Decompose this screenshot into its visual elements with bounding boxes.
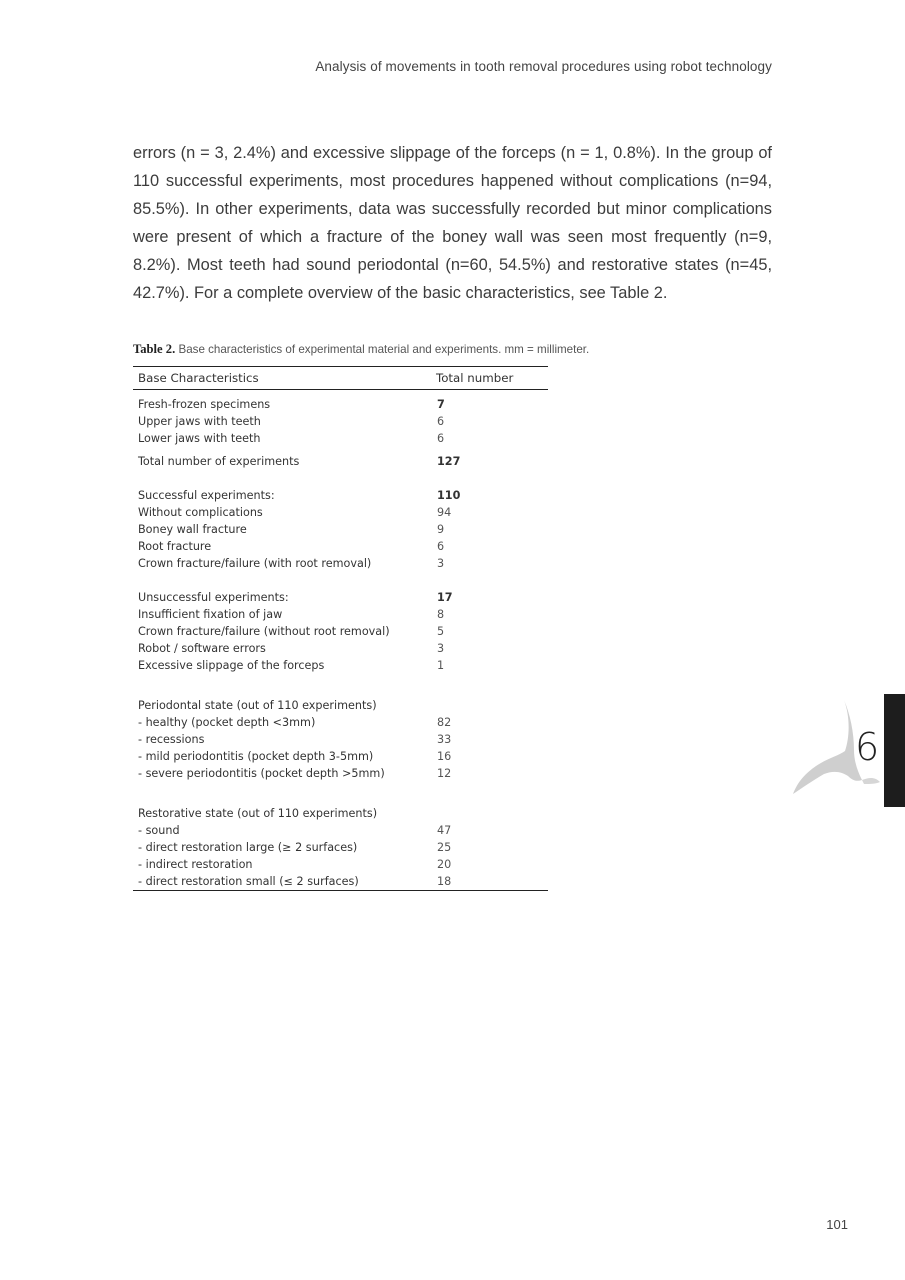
table-row bbox=[133, 782, 548, 822]
row-label: Successful experiments: bbox=[138, 489, 275, 502]
table-row bbox=[133, 748, 548, 765]
table-header-row bbox=[133, 367, 548, 390]
row-label: Fresh-frozen specimens bbox=[138, 398, 271, 411]
row-value: 110 bbox=[437, 489, 461, 502]
table-row bbox=[133, 606, 548, 623]
table-row bbox=[133, 674, 548, 714]
row-value: 9 bbox=[437, 523, 445, 536]
row-label: Total number of experiments bbox=[138, 455, 300, 468]
row-value: 16 bbox=[437, 750, 452, 763]
row-label: Root fracture bbox=[138, 540, 212, 553]
row-value: 12 bbox=[437, 767, 452, 780]
base-characteristics-table bbox=[133, 366, 548, 891]
table-row bbox=[133, 856, 548, 873]
column-header-total: Total number bbox=[431, 367, 548, 390]
row-value: 6 bbox=[437, 432, 445, 445]
row-value: 94 bbox=[437, 506, 452, 519]
row-label: - indirect restoration bbox=[138, 858, 253, 871]
row-label: Insufficient fixation of jaw bbox=[138, 608, 283, 621]
table-row bbox=[133, 822, 548, 839]
row-value: 1 bbox=[437, 659, 445, 672]
row-label: - severe periodontitis (pocket depth >5mm) bbox=[138, 767, 385, 780]
row-value: 6 bbox=[437, 540, 445, 553]
row-value: 6 bbox=[437, 415, 445, 428]
table-row bbox=[133, 504, 548, 521]
row-value: 20 bbox=[437, 858, 452, 871]
table-row bbox=[133, 390, 548, 414]
table-row bbox=[133, 430, 548, 447]
row-value: 8 bbox=[437, 608, 445, 621]
table-row bbox=[133, 714, 548, 731]
row-label: Upper jaws with teeth bbox=[138, 415, 261, 428]
table-row bbox=[133, 623, 548, 640]
table-row bbox=[133, 873, 548, 891]
row-label: - direct restoration small (≤ 2 surfaces) bbox=[133, 873, 431, 891]
table-caption-label: Table 2. bbox=[133, 342, 176, 356]
row-label: Excessive slippage of the forceps bbox=[138, 659, 325, 672]
table-row bbox=[133, 555, 548, 572]
row-label: Robot / software errors bbox=[138, 642, 266, 655]
table-caption bbox=[133, 342, 589, 357]
row-label: Lower jaws with teeth bbox=[138, 432, 261, 445]
table-row bbox=[133, 521, 548, 538]
row-label: Periodontal state (out of 110 experiments) bbox=[138, 699, 377, 712]
page-number: 101 bbox=[826, 1217, 848, 1232]
table-row bbox=[133, 470, 548, 504]
row-value: 25 bbox=[437, 841, 452, 854]
row-label: - mild periodontitis (pocket depth 3-5mm) bbox=[138, 750, 374, 763]
row-value: 18 bbox=[431, 873, 548, 891]
table-row bbox=[133, 657, 548, 674]
row-value: 3 bbox=[437, 642, 445, 655]
row-label: - sound bbox=[138, 824, 180, 837]
row-label: Crown fracture/failure (with root removal) bbox=[138, 557, 372, 570]
row-label: - recessions bbox=[138, 733, 205, 746]
row-value: 5 bbox=[437, 625, 445, 638]
row-label: Unsuccessful experiments: bbox=[138, 591, 289, 604]
row-label: Restorative state (out of 110 experiments) bbox=[138, 807, 378, 820]
row-value: 3 bbox=[437, 557, 445, 570]
table-row bbox=[133, 413, 548, 430]
chapter-tab bbox=[884, 694, 905, 807]
row-label: Boney wall fracture bbox=[138, 523, 247, 536]
row-value: 17 bbox=[437, 591, 453, 604]
table-row bbox=[133, 731, 548, 748]
chapter-number: 6 bbox=[855, 725, 880, 769]
row-value: 47 bbox=[437, 824, 452, 837]
table-row bbox=[133, 839, 548, 856]
running-title: Analysis of movements in tooth removal procedures using robot technology bbox=[315, 59, 772, 74]
table-row bbox=[133, 640, 548, 657]
row-value: 127 bbox=[437, 455, 461, 468]
table-row bbox=[133, 765, 548, 782]
table-row bbox=[133, 538, 548, 555]
table-row bbox=[133, 572, 548, 606]
row-label: Crown fracture/failure (without root removal) bbox=[138, 625, 390, 638]
row-value: 7 bbox=[437, 398, 445, 411]
row-value: 82 bbox=[437, 716, 452, 729]
row-value bbox=[431, 674, 548, 714]
column-header-characteristics: Base Characteristics bbox=[133, 367, 431, 390]
table-row bbox=[133, 447, 548, 470]
table-caption-text: Base characteristics of experimental material and experiments. mm = millimeter. bbox=[178, 343, 590, 356]
row-value: 33 bbox=[437, 733, 452, 746]
row-label: - healthy (pocket depth <3mm) bbox=[138, 716, 316, 729]
row-value bbox=[431, 782, 548, 822]
row-label: Without complications bbox=[138, 506, 263, 519]
row-label: - direct restoration large (≥ 2 surfaces) bbox=[138, 841, 358, 854]
body-paragraph: errors (n = 3, 2.4%) and excessive slippage of the forceps (n = 1, 0.8%). In the group of 110 successful experiments, most procedures happened without complications (n=94, 85.5%). In other experiments, data was successfully recorded but minor complications were present of which a fracture of the boney wall was seen most frequently (n=9, 8.2%). Most teeth had sound periodontal (n=60, 54.5%) and restorative states (n=45, 42.7%). For a complete overview of the basic characteristics, see Table 2. bbox=[133, 144, 772, 302]
